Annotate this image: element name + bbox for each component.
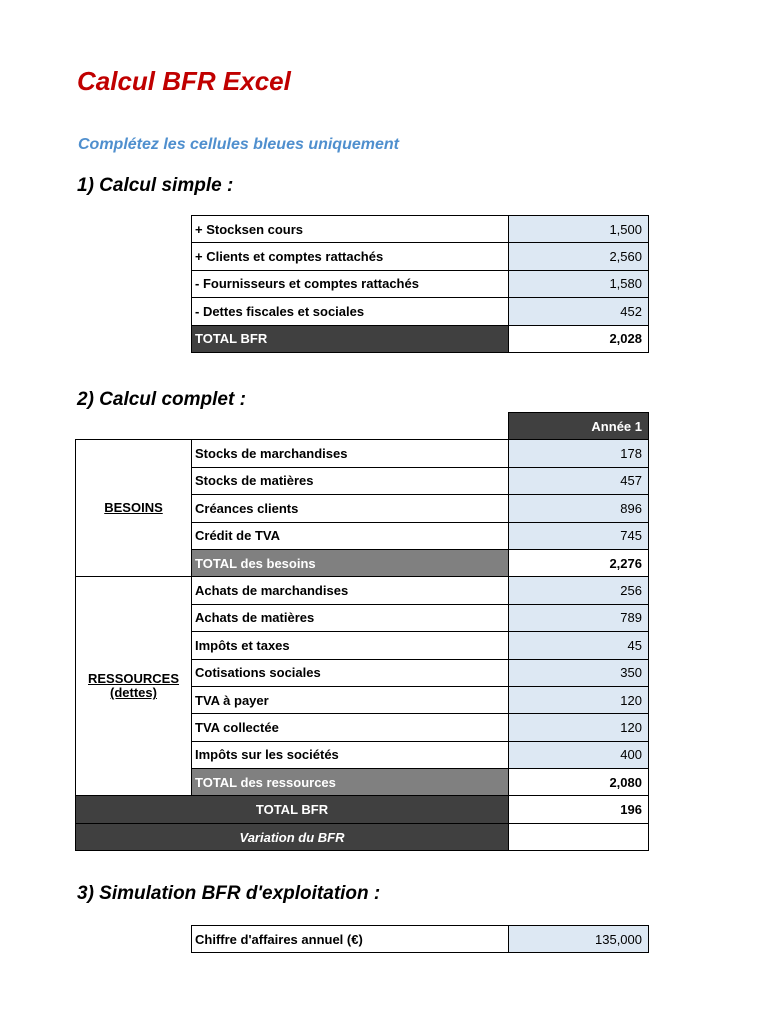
- table-row: [192, 926, 649, 953]
- section-heading-calcul-complet: 2) Calcul complet :: [77, 389, 246, 410]
- input-cell[interactable]: 400: [509, 741, 649, 768]
- row-label: TVA collectée: [192, 714, 509, 741]
- group-label-besoins: BESOINS: [76, 440, 192, 577]
- input-cell[interactable]: 135,000: [509, 926, 649, 953]
- variation-bfr-value: [509, 823, 649, 850]
- row-label: Cotisations sociales: [192, 659, 509, 686]
- input-cell[interactable]: 120: [509, 686, 649, 713]
- total-bfr-label: TOTAL BFR: [76, 796, 509, 823]
- row-label: - Dettes fiscales et sociales: [192, 298, 509, 325]
- total-besoins-value: 2,276: [509, 549, 649, 576]
- input-cell[interactable]: 2,560: [509, 243, 649, 270]
- row-label: Impôts et taxes: [192, 632, 509, 659]
- column-header-annee: Année 1: [509, 413, 649, 440]
- header-row: [76, 413, 649, 440]
- table-row: [192, 243, 649, 270]
- table-row: [192, 216, 649, 243]
- section-heading-simulation: 3) Simulation BFR d'exploitation :: [77, 883, 381, 904]
- row-label: Créances clients: [192, 495, 509, 522]
- input-cell[interactable]: 452: [509, 298, 649, 325]
- row-label: Crédit de TVA: [192, 522, 509, 549]
- total-bfr-value: 2,028: [509, 325, 649, 352]
- input-cell[interactable]: 120: [509, 714, 649, 741]
- row-label: Chiffre d'affaires annuel (€): [192, 926, 509, 953]
- group-label-ressources: [76, 577, 192, 796]
- input-cell[interactable]: 256: [509, 577, 649, 604]
- total-ressources-label: TOTAL des ressources: [192, 769, 509, 796]
- row-label: Achats de matières: [192, 604, 509, 631]
- total-ressources-value: 2,080: [509, 769, 649, 796]
- input-cell[interactable]: 350: [509, 659, 649, 686]
- input-cell[interactable]: 1,580: [509, 270, 649, 297]
- row-label: + Clients et comptes rattachés: [192, 243, 509, 270]
- row-label: Stocks de matières: [192, 467, 509, 494]
- row-label: Impôts sur les sociétés: [192, 741, 509, 768]
- table-row: [76, 440, 649, 467]
- row-label: Stocks de marchandises: [192, 440, 509, 467]
- table-row: [76, 577, 649, 604]
- total-bfr-label: TOTAL BFR: [192, 325, 509, 352]
- total-row: [192, 325, 649, 352]
- instruction-subtitle: Complétez les cellules bleues uniquement: [78, 136, 399, 153]
- input-cell[interactable]: 178: [509, 440, 649, 467]
- row-label: + Stocksen cours: [192, 216, 509, 243]
- simulation-table: [191, 925, 649, 953]
- calcul-simple-table: [191, 215, 649, 353]
- input-cell[interactable]: 1,500: [509, 216, 649, 243]
- section-heading-calcul-simple: 1) Calcul simple :: [77, 175, 234, 196]
- total-row: [76, 796, 649, 823]
- input-cell[interactable]: 896: [509, 495, 649, 522]
- group-label-ressources-line2: (dettes): [110, 685, 157, 701]
- input-cell[interactable]: 745: [509, 522, 649, 549]
- total-besoins-label: TOTAL des besoins: [192, 549, 509, 576]
- row-label: Achats de marchandises: [192, 577, 509, 604]
- input-cell[interactable]: 457: [509, 467, 649, 494]
- total-bfr-value: 196: [509, 796, 649, 823]
- calcul-complet-table: [75, 412, 649, 851]
- variation-row: [76, 823, 649, 850]
- input-cell[interactable]: 789: [509, 604, 649, 631]
- table-row: [192, 270, 649, 297]
- group-label-ressources-line1: RESSOURCES: [87, 671, 180, 687]
- input-cell[interactable]: 45: [509, 632, 649, 659]
- row-label: TVA à payer: [192, 686, 509, 713]
- variation-bfr-label: Variation du BFR: [76, 823, 509, 850]
- page-title: Calcul BFR Excel: [77, 66, 291, 96]
- table-row: [192, 298, 649, 325]
- row-label: - Fournisseurs et comptes rattachés: [192, 270, 509, 297]
